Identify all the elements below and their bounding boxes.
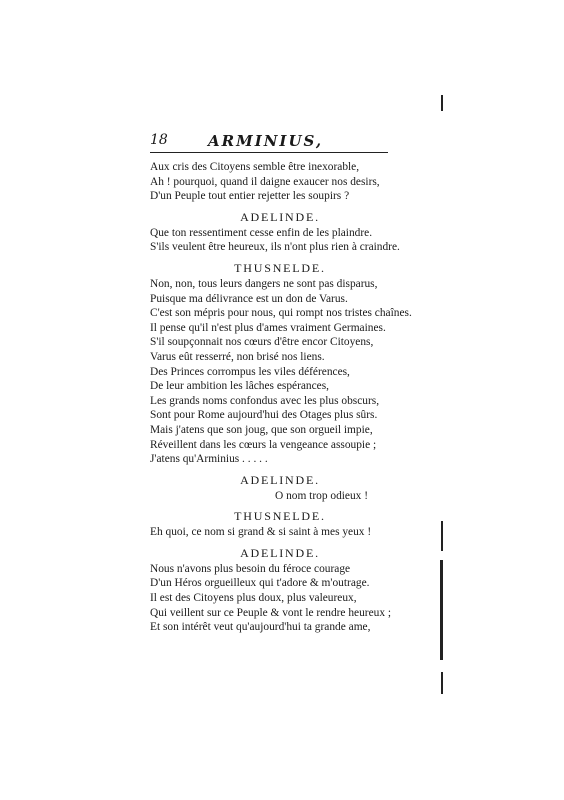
scan-edge-mark [441,95,443,111]
verse-line: Aux cris des Citoyens semble être inexorable, [150,161,360,173]
verse-line: Varus eût resserré, non brisé nos liens. [150,350,325,363]
verse-line: Et son intérêt veut qu'aujourd'hui ta grande ame, [150,621,371,634]
speaker-name: ADELINDE. [240,472,320,487]
verse-line: Eh quoi, ce nom si grand & si saint à mes yeux ! [150,526,372,539]
verse-line: Que ton ressentiment cesse enfin de les plaindre. [150,226,373,239]
running-title: ARMINIUS, [208,132,324,150]
verse-line: Qui veillent sur ce Peuple & vont le rendre heureux ; [150,606,392,619]
scan-edge-mark [440,560,443,660]
speaker-name: THUSNELDE. [234,509,326,524]
verse-line: D'un Héros orgueilleux qui t'adore & m'outrage. [150,577,370,590]
verse-line: O nom trop odieux ! [275,489,369,502]
running-header [150,132,390,152]
verse-line: Les grands noms confondus avec les plus obscurs, [150,394,380,407]
scan-edge-mark [441,521,443,551]
verse-line: Ah ! pourquoi, quand il daigne exaucer nos desirs, [150,175,380,188]
verse-line: S'il soupçonnait nos cœurs d'être encor Citoyens, [150,336,374,349]
scan-edge-mark [441,672,443,694]
speaker-name: ADELINDE. [240,545,320,560]
play-text [150,160,410,635]
verse-line: C'est son mépris pour nous, qui rompt nos tristes chaînes. [150,307,412,320]
verse-line: Des Princes corrompus les viles déférences, [150,365,350,378]
speaker-name: ADELINDE. [240,209,320,224]
verse-line: Il est des Citoyens plus doux, plus valeureux, [150,592,357,605]
page-number: 18 [150,132,168,148]
speaker-name: THUSNELDE. [234,260,326,275]
verse-line: De leur ambition les lâches espérances, [150,380,330,393]
verse-line: S'ils veulent être heureux, ils n'ont plus rien à craindre. [150,241,400,254]
verse-line: Sont pour Rome aujourd'hui des Otages plus sûrs. [150,409,378,422]
verse-line: Mais j'atens que son joug, que son orgueil impie, [150,423,373,436]
verse-line: J'atens qu'Arminius . . . . . [150,453,268,466]
verse-line: Puisque ma délivrance est un don de Varus. [150,292,348,305]
verse-line: D'un Peuple tout entier rejetter les soupirs ? [150,190,350,203]
verse-line: Non, non, tous leurs dangers ne sont pas disparus, [150,277,378,290]
verse-line: Il pense qu'il n'est plus d'ames vraiment Germaines. [150,321,386,334]
verse-line: Nous n'avons plus besoin du féroce courage [150,562,351,575]
header-rule [150,152,388,153]
verse-line: Réveillent dans les cœurs la vengeance assoupie ; [150,438,377,451]
